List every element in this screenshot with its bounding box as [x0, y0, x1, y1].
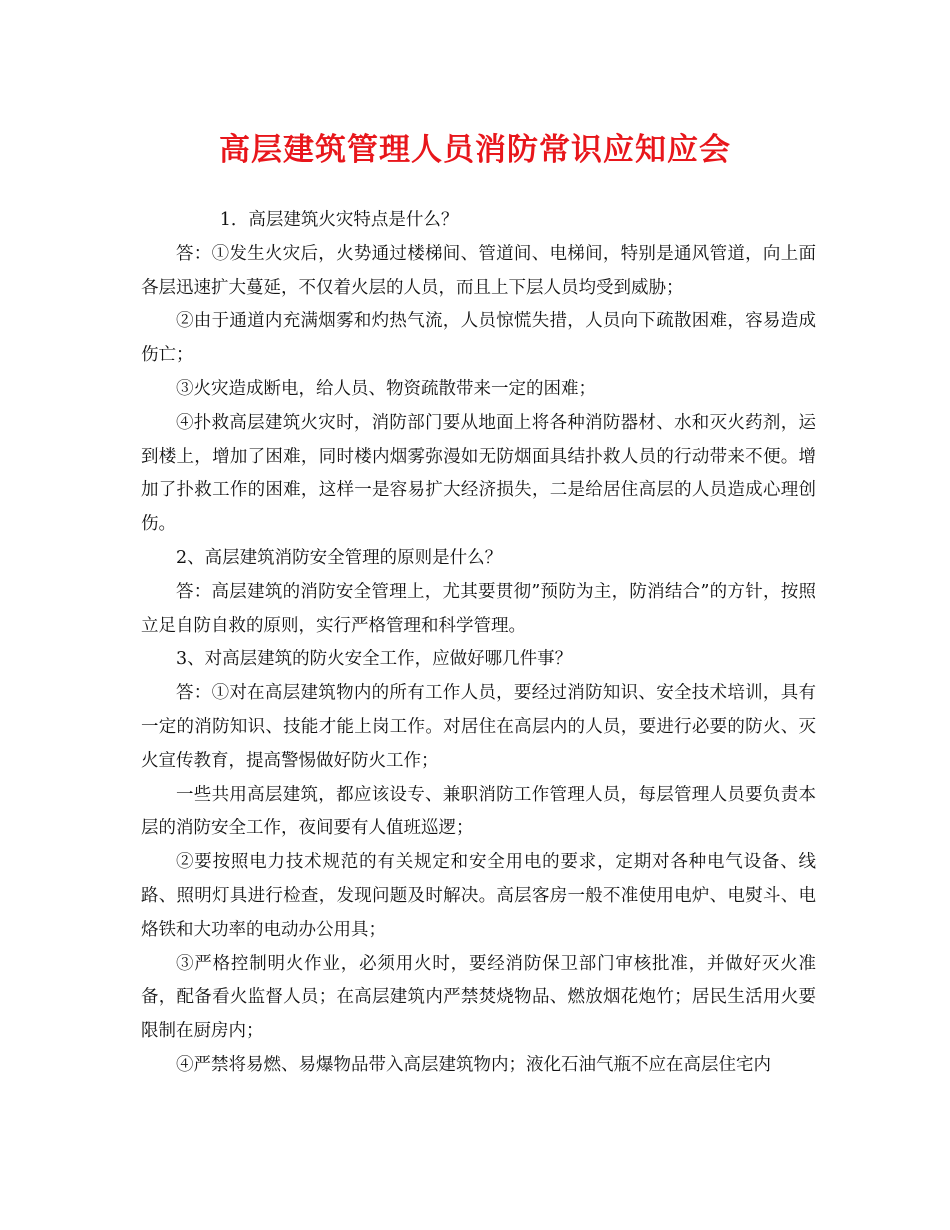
answer-2: 答：高层建筑的消防安全管理上，尤其要贯彻”预防为主，防消结合”的方针，按照立足自防自救的原则，实行严格管理和科学管理。 [141, 581, 816, 636]
answer-1-point-4: ④扑救高层建筑火灾时，消防部门要从地面上将各种消防器材、水和灭火药剂，运到楼上，增加了困难，同时楼内烟雾弥漫如无防烟面具结扑救人员的行动带来不便。增加了扑救工作的困难，这样一是容易扩大经济损失，二是给居住高层的人员造成心理创伤。 [141, 412, 816, 535]
document-title: 高层建筑管理人员消防常识应知应会 [219, 132, 731, 168]
document-body [141, 204, 816, 1083]
answer-1-point-3: ③火灾造成断电，给人员、物资疏散带来一定的困难； [176, 378, 596, 399]
answer-1-point-1: 答：①发生火灾后，火势通过楼梯间、管道间、电梯间，特别是通风管道，向上面各层迅速扩大蔓延，不仅着火层的人员，而且上下层人员均受到威胁； [141, 243, 816, 298]
answer-3-point-4: ④严禁将易燃、易爆物品带入高层建筑物内；液化石油气瓶不应在高层住宅内 [176, 1054, 771, 1075]
question-2: 2、高层建筑消防安全管理的原则是什么？ [176, 547, 503, 568]
answer-3-point-1: 答：①对在高层建筑物内的所有工作人员，要经过消防知识、安全技术培训，具有一定的消防知识、技能才能上岗工作。对居住在高层内的人员，要进行必要的防火、灭火宣传教育，提高警惕做好防火工作； [141, 683, 816, 771]
answer-1-point-2: ②由于通道内充满烟雾和灼热气流，人员惊慌失措，人员向下疏散困难，容易造成伤亡； [141, 311, 816, 366]
question-3: 3、对高层建筑的防火安全工作，应做好哪几件事？ [176, 649, 573, 670]
answer-3-point-3: ③严格控制明火作业，必须用火时，要经消防保卫部门审核批准，并做好灭火准备，配备看火监督人员；在高层建筑内严禁焚烧物品、燃放烟花炮竹；居民生活用火要限制在厨房内； [141, 953, 816, 1042]
answer-3-point-2: ②要按照电力技术规范的有关规定和安全用电的要求，定期对各种电气设备、线路、照明灯具进行检查，发现问题及时解决。高层客房一般不准使用电炉、电熨斗、电烙铁和大功率的电动办公用具； [141, 852, 816, 940]
answer-3-note: 一些共用高层建筑，都应该设专、兼职消防工作管理人员，每层管理人员要负责本层的消防安全工作，夜间要有人值班巡逻； [141, 784, 816, 839]
question-1: 1．高层建筑火灾特点是什么？ [219, 210, 459, 230]
